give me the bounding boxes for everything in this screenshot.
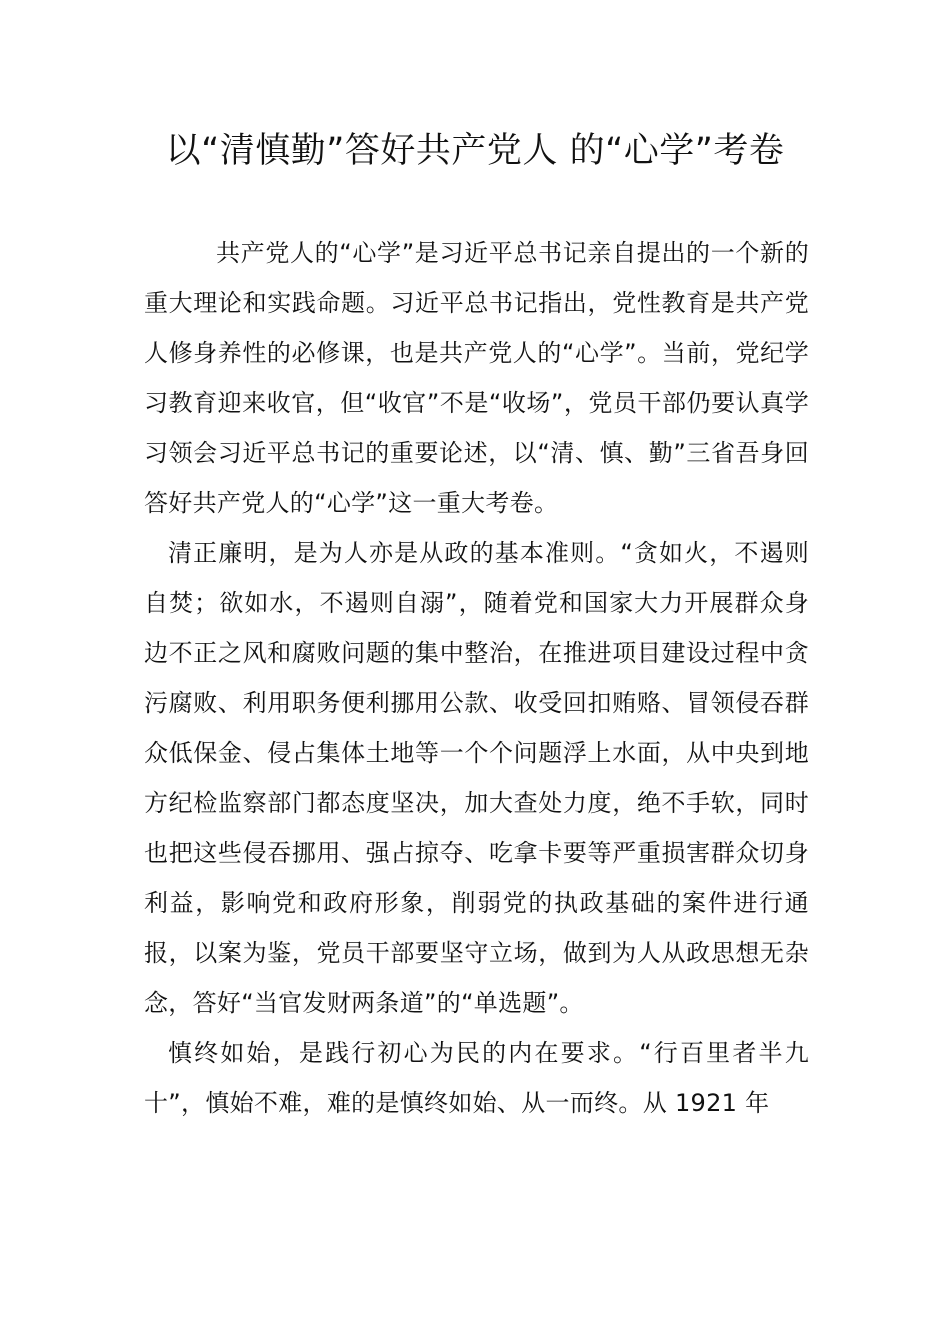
paragraph-qing: 清正廉明，是为人亦是从政的基本准则。“贪如火，不遏则自焚；欲如水，不遏则自溺”，随着党和国家大力开展群众身边不正之风和腐败问题的集中整治，在推进项目建设过程中贪污腐败、利用职务便利挪用公款、收受回扣贿赂、冒领侵吞群众低保金、侵占集体土地等一个个问题浮上水面，从中央到地方纪检监察部门都态度坚决，加大查处力度，绝不手软，同时也把这些侵吞挪用、强占掠夺、吃拿卡要等严重损害群众切身利益，影响党和政府形象，削弱党的执政基础的案件进行通报，以案为鉴，党员干部要坚守立场，做到为人从政思想无杂念，答好“当官发财两条道”的“单选题”。: [144, 539, 809, 1017]
document-title: 以“清慎勤”答好共产党人 的“心学”考卷: [165, 131, 785, 171]
paragraph-intro: 共产党人的“心学”是习近平总书记亲自提出的一个新的重大理论和实践命题。习近平总书记指出，党性教育是共产党人修身养性的必修课，也是共产党人的“心学”。当前，党纪学习教育迎来收官，但“收官”不是“收场”，党员干部仍要认真学习领会习近平总书记的重要论述，以“清、慎、勤”三省吾身回答好共产党人的“心学”这一重大考卷。: [144, 239, 809, 517]
paragraph-shen: 慎终如始，是践行初心为民的内在要求。“行百里者半九十”，慎始不难，难的是慎终如始、从一而终。从 1921 年: [144, 1039, 809, 1117]
document-body: [144, 228, 809, 1128]
